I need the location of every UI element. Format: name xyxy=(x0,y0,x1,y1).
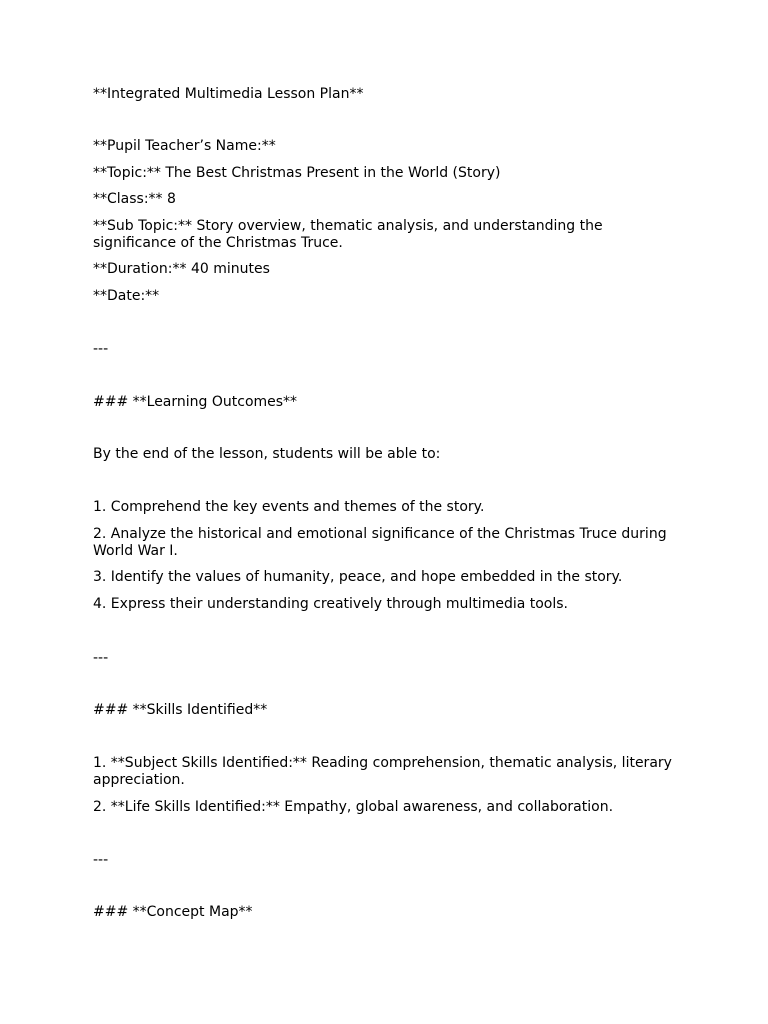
learning-outcome-item: 1. Comprehend the key events and themes of the story. xyxy=(93,499,485,515)
learning-outcomes-intro: By the end of the lesson, students will be able to: xyxy=(93,446,441,462)
skills-heading: ### **Skills Identified** xyxy=(93,702,268,718)
skill-item: 1. **Subject Skills Identified:** Reading comprehension, thematic analysis, literary appreciation. xyxy=(93,755,672,788)
field-date: **Date:** xyxy=(93,288,160,304)
field-topic: **Topic:** The Best Christmas Present in the World (Story) xyxy=(93,165,501,181)
separator-3: --- xyxy=(93,852,109,868)
concept-map-heading: ### **Concept Map** xyxy=(93,904,253,920)
field-subtopic: **Sub Topic:** Story overview, thematic analysis, and understanding the significance of the Christmas Truce. xyxy=(93,218,603,251)
skill-item: 2. **Life Skills Identified:** Empathy, global awareness, and collaboration. xyxy=(93,799,614,815)
learning-outcome-item: 3. Identify the values of humanity, peace, and hope embedded in the story. xyxy=(93,569,623,585)
separator-1: --- xyxy=(93,341,109,357)
field-class: **Class:** 8 xyxy=(93,191,176,207)
learning-outcome-item: 2. Analyze the historical and emotional significance of the Christmas Truce during World War I. xyxy=(93,526,667,559)
learning-outcomes-heading: ### **Learning Outcomes** xyxy=(93,394,298,410)
field-duration: **Duration:** 40 minutes xyxy=(93,261,270,277)
separator-2: --- xyxy=(93,650,109,666)
document-title: **Integrated Multimedia Lesson Plan** xyxy=(93,86,364,102)
field-teacher-name: **Pupil Teacher’s Name:** xyxy=(93,138,276,154)
learning-outcome-item: 4. Express their understanding creatively through multimedia tools. xyxy=(93,596,569,612)
